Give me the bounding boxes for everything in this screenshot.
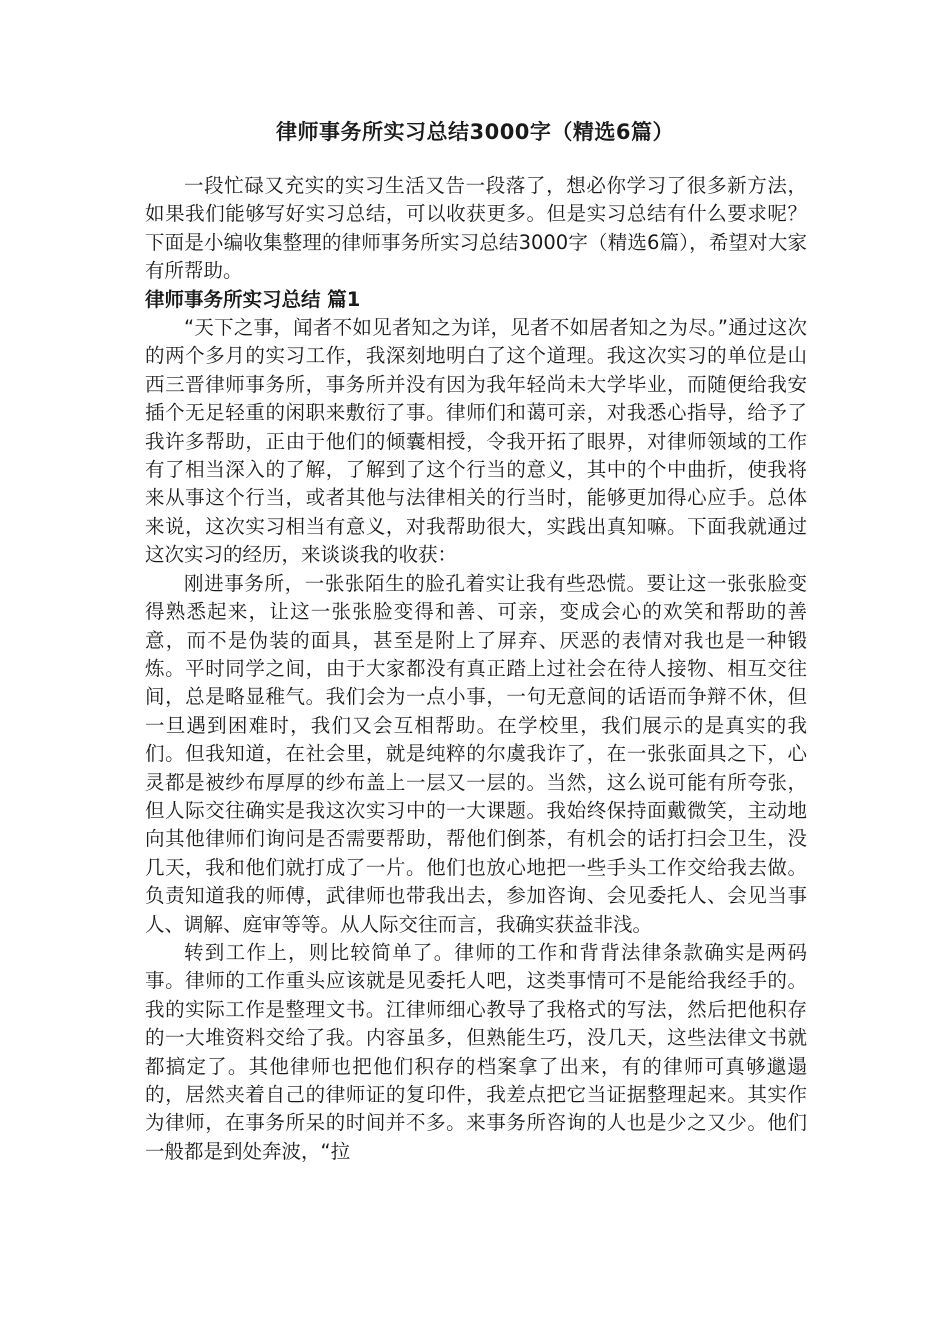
document-title: 律师事务所实习总结3000字（精选6篇） [275,120,675,144]
body-paragraph-3: 转到工作上，则比较简单了。律师的工作和背背法律条款确实是两码事。律师的工作重头应该就是见委托人吧，这类事情可不是能给我经手的。我的实际工作是整理文书。江律师细心教导了我格式的写法，然后把他积存的一大堆资料交给了我。内容虽多，但熟能生巧，没几天，这些法律文书就都搞定了。其他律师也把他们积存的档案拿了出来，有的律师可真够邋遢的，居然夹着自己的律师证的复印件，我差点把它当证据整理起来。其实作为律师，在事务所呆的时间并不多。来事务所咨询的人也是少之又少。他们一般都是到处奔波，“拉 [145,940,807,1163]
section-heading: 律师事务所实习总结 篇1 [145,287,361,311]
body-paragraph-1: “天下之事，闻者不如见者知之为详，见者不如居者知之为尽。”通过这次的两个多月的实习工作，我深刻地明白了这个道理。我这次实习的单位是山西三晋律师事务所，事务所并没有因为我年轻尚未大学毕业，而随便给我安插个无足轻重的闲职来敷衍了事。律师们和蔼可亲，对我悉心指导，给予了我许多帮助，正由于他们的倾囊相授，令我开拓了眼界，对律师领域的工作有了相当深入的了解，了解到了这个行当的意义，其中的个中曲折，使我将来从事这个行当，或者其他与法律相关的行当时，能够更加得心应手。总体来说，这次实习相当有意义，对我帮助很大，实践出真知嘛。下面我就通过这次实习的经历，来谈谈我的收获： [145,316,807,567]
intro-paragraph: 一段忙碌又充实的实习生活又告一段落了，想必你学习了很多新方法，如果我们能够写好实习总结，可以收获更多。但是实习总结有什么要求呢？下面是小编收集整理的律师事务所实习总结3000字（精选6篇），希望对大家有所帮助。 [145,174,807,283]
body-paragraph-2: 刚进事务所，一张张陌生的脸孔着实让我有些恐慌。要让这一张张脸变得熟悉起来，让这一张张脸变得和善、可亲，变成会心的欢笑和帮助的善意，而不是伪装的面具，甚至是附上了屏弃、厌恶的表情对我也是一种锻炼。平时同学之间，由于大家都没有真正踏上过社会在待人接物、相互交往间，总是略显稚气。我们会为一点小事，一句无意间的话语而争辩不休，但一旦遇到困难时，我们又会互相帮助。在学校里，我们展示的是真实的我们。但我知道，在社会里，就是纯粹的尔虞我诈了，在一张张面具之下，心灵都是被纱布厚厚的纱布盖上一层又一层的。当然，这么说可能有所夸张，但人际交往确实是我这次实习中的一大课题。我始终保持面戴微笑，主动地向其他律师们询问是否需要帮助，帮他们倒茶，有机会的话打扫会卫生，没几天，我和他们就打成了一片。他们也放心地把一些手头工作交给我去做。负责知道我的师傅，武律师也带我出去，参加咨询、会见委托人、会见当事人、调解、庭审等等。从人际交往而言，我确实获益非浅。 [145,571,807,936]
document-body [145,172,807,1166]
